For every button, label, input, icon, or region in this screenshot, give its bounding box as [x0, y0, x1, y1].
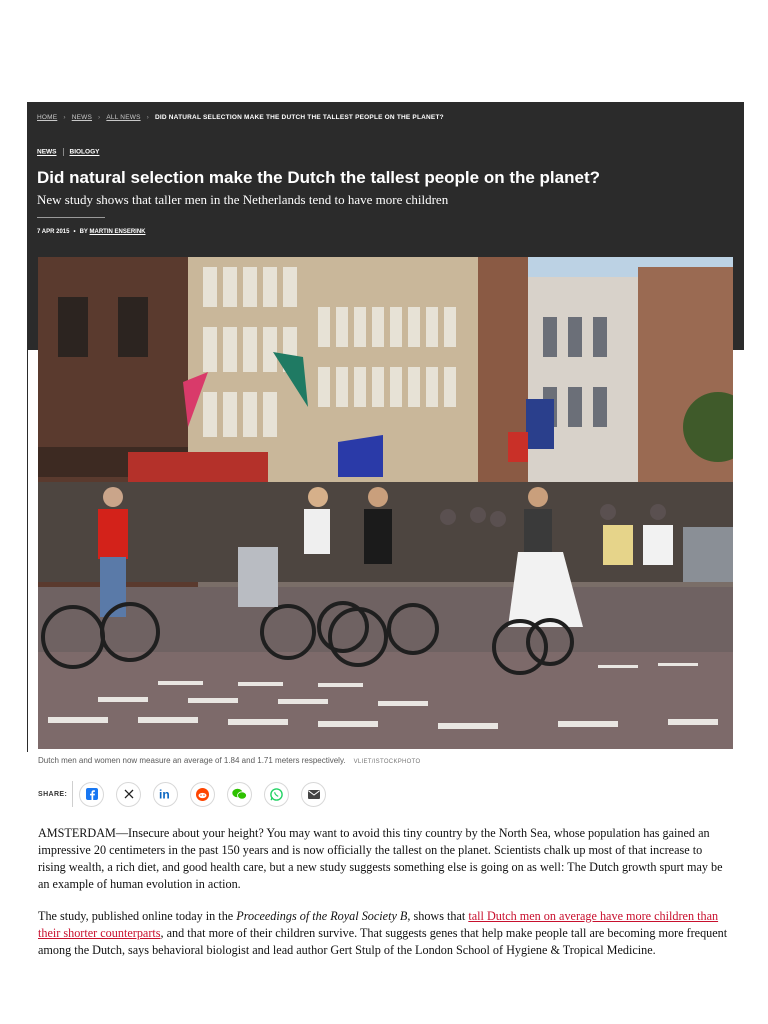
- share-wechat-button[interactable]: [227, 782, 252, 807]
- x-icon: [124, 789, 134, 799]
- breadcrumb-news[interactable]: NEWS: [71, 114, 92, 121]
- svg-text:in: in: [159, 788, 170, 800]
- article-paragraph-2: [38, 908, 730, 959]
- category-biology[interactable]: BIOLOGY: [69, 148, 100, 156]
- share-label: SHARE:: [38, 790, 68, 798]
- share-linkedin-button[interactable]: [153, 782, 178, 807]
- divider: [72, 781, 73, 807]
- share-x-button[interactable]: [116, 782, 141, 807]
- author-link[interactable]: MARTIN ENSERINK: [89, 229, 146, 235]
- study-link[interactable]: tall Dutch men on average have more children than their shorter counterparts: [38, 909, 719, 940]
- reddit-icon: [196, 788, 209, 801]
- article-paragraph-1: AMSTERDAM—Insecure about your height? You may want to avoid this tiny country by the North Sea, whose population has gained an impressive 20 centimeters in the past 150 years and is now officially the tallest on the planet. Scientists chalk up most of that increase to rising wealth, a rich diet, and good health care, but a new study suggests something else is going on as well: The Dutch growth spurt may be an example of human evolution in action.: [38, 826, 723, 891]
- breadcrumb: HOME › NEWS › ALL NEWS › DID NATURAL SELECTION MAKE THE DUTCH THE TALLEST PEOPLE ON THE PLANET?: [37, 114, 444, 121]
- email-icon: [308, 790, 320, 799]
- article-photo: [38, 257, 733, 749]
- page-title: Did natural selection make the Dutch the tallest people on the planet?: [37, 168, 600, 187]
- whatsapp-icon: [270, 788, 283, 801]
- breadcrumb-home[interactable]: HOME: [37, 114, 58, 121]
- breadcrumb-all-news[interactable]: ALL NEWS: [106, 114, 141, 121]
- paragraph-text: The study, published online today in the: [38, 909, 237, 923]
- facebook-icon: [86, 788, 98, 800]
- share-whatsapp-button[interactable]: [264, 782, 289, 807]
- share-reddit-button[interactable]: [190, 782, 215, 807]
- photo-credit: VLIET/ISTOCKPHOTO: [353, 759, 421, 765]
- paragraph-text: , and that more of their children survive. That suggests genes that help make people tall are becoming more frequent among the Dutch, says behavioral biologist and lead author Gert Stulp of the London School of Hygiene & Tropical Medicine.: [38, 926, 728, 957]
- category-tags: [37, 148, 99, 156]
- byline: 7 APR 2015 • BY MARTIN ENSERINK: [37, 229, 146, 235]
- journal-name: Proceedings of the Royal Society B: [236, 909, 408, 923]
- street-cyclists-image: [38, 257, 733, 749]
- share-email-button[interactable]: [301, 782, 326, 807]
- divider: [37, 217, 105, 218]
- publish-date: 7 APR 2015: [37, 229, 70, 235]
- wechat-icon: [232, 788, 247, 800]
- breadcrumb-current: DID NATURAL SELECTION MAKE THE DUTCH THE TALLEST PEOPLE ON THE PLANET?: [154, 114, 444, 121]
- category-news[interactable]: NEWS: [37, 148, 57, 156]
- article-subtitle: New study shows that taller men in the Netherlands tend to have more children: [37, 192, 449, 207]
- caption-text: Dutch men and women now measure an average of 1.84 and 1.71 meters respectively.: [38, 756, 346, 765]
- share-facebook-button[interactable]: [79, 782, 104, 807]
- linkedin-icon: [159, 788, 172, 800]
- divider: [27, 350, 28, 752]
- share-bar: [38, 781, 338, 807]
- byline-by: BY: [79, 229, 88, 235]
- paragraph-text: , shows that: [407, 909, 469, 923]
- photo-caption: [38, 756, 420, 765]
